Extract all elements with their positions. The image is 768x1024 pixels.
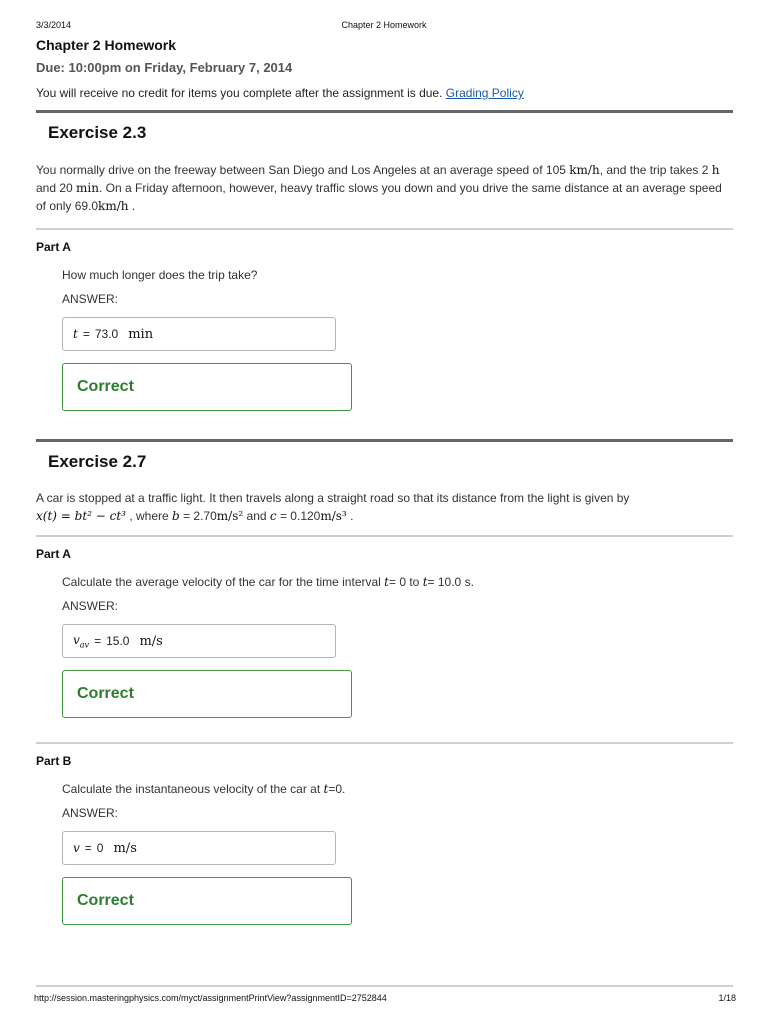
exercise-title: Exercise 2.3	[48, 123, 147, 142]
answer-field[interactable]	[62, 831, 336, 865]
answer-field[interactable]	[62, 317, 336, 351]
grading-policy-link[interactable]: Grading Policy	[445, 86, 524, 100]
part-label: Part B	[36, 754, 72, 768]
due-date: Due: 10:00pm on Friday, February 7, 2014	[36, 60, 293, 75]
answer-value: 15.0	[106, 634, 130, 648]
answer-value: 0	[96, 841, 104, 855]
correct-feedback: Correct	[62, 363, 352, 411]
question-text: Calculate the average velocity of the car for the time interval t= 0 to t= 10.0 s.	[62, 575, 474, 589]
answer-label: ANSWER:	[62, 806, 119, 820]
print-date: 3/3/2014	[36, 20, 72, 30]
answer-equals: =	[84, 841, 92, 855]
print-title: Chapter 2 Homework	[341, 20, 427, 30]
correct-feedback: Correct	[62, 877, 352, 925]
answer-variable: $v_{av}$	[73, 632, 90, 650]
late-notice	[36, 85, 733, 101]
answer-value: 73.0	[94, 327, 119, 341]
footer-divider	[36, 985, 733, 987]
page-url[interactable]: http://session.masteringphysics.com/myct/assignmentPrintView?assignmentID=2752844	[34, 993, 387, 1003]
answer-equals: =	[94, 634, 102, 648]
unit-h: h	[711, 163, 720, 177]
late-notice-text: You will receive no credit for items you complete after the assignment is due.	[36, 86, 443, 100]
unit-min: min	[76, 181, 99, 195]
page-number: 1/18	[718, 993, 736, 1003]
position-formula: x(t) = bt² − ct³	[36, 509, 126, 523]
assignment-title: Chapter 2 Homework	[36, 37, 177, 53]
question-text: Calculate the instantaneous velocity of the car at t=0.	[62, 782, 346, 796]
unit-km-h: km/h	[569, 163, 600, 177]
unit-m-s2: m/s²	[216, 509, 244, 523]
answer-unit: m/s	[139, 633, 163, 649]
exercise-title: Exercise 2.7	[48, 452, 147, 471]
exercise-text: A car is stopped at a traffic light. It then travels along a straight road so that its distance from the light is given by x(t) = bt² − ct³ , where b = 2.70m/s² and c = 0.120m/s³ .	[36, 491, 630, 523]
answer-label: ANSWER:	[62, 599, 119, 613]
answer-unit: min	[128, 326, 154, 342]
answer-unit: m/s	[113, 840, 137, 856]
answer-label: ANSWER:	[62, 292, 119, 306]
unit-m-s3: m/s³	[320, 509, 347, 523]
correct-feedback: Correct	[62, 670, 352, 718]
assignment-page	[36, 36, 733, 925]
unit-km-h: km/h	[98, 199, 129, 213]
answer-field[interactable]	[62, 624, 336, 658]
question-text: How much longer does the trip take?	[62, 268, 258, 282]
answer-equals: =	[82, 327, 90, 341]
part-label: Part A	[36, 240, 71, 254]
exercise-text: You normally drive on the freeway between San Diego and Los Angeles at an average speed of 105 km/h, and the trip takes 2 h and 20 min. On a Friday afternoon, however, heavy traffic slows you down and you drive the same distance at an average speed of only 69.0km/h .	[36, 163, 722, 213]
answer-variable: v	[73, 841, 80, 855]
part-label: Part A	[36, 547, 71, 561]
answer-variable: t	[73, 327, 78, 341]
